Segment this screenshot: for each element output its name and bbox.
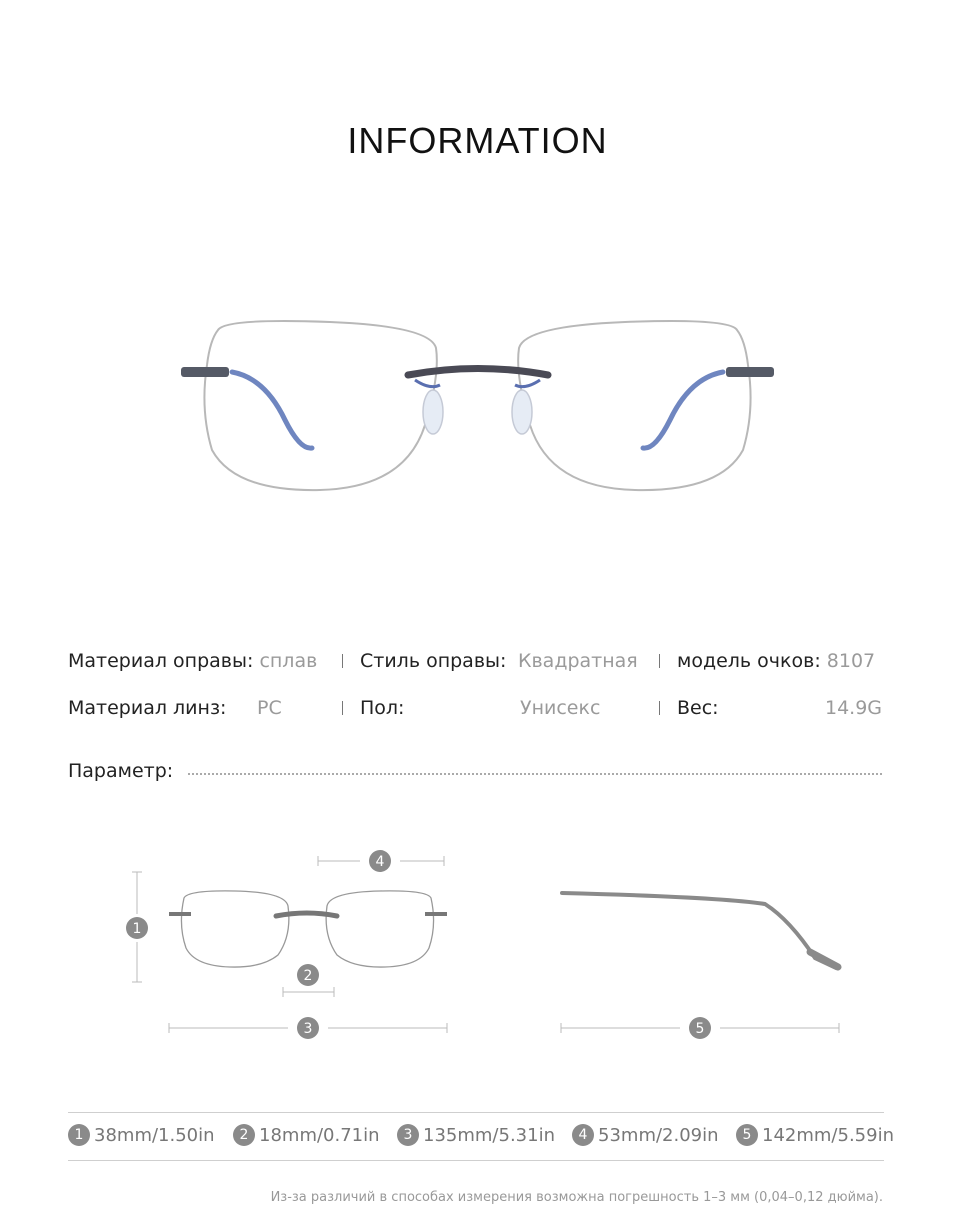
badge-4-text: 4 [375, 854, 385, 870]
spec-value: сплав [259, 650, 318, 672]
parameter-label: Параметр: [68, 760, 174, 782]
spec-model [677, 650, 875, 672]
measurement-2 [233, 1124, 380, 1146]
spec-gender-value: Унисекс [520, 697, 601, 719]
page-title: INFORMATION [347, 120, 608, 161]
badge-2 [297, 964, 319, 986]
spec-gender-label: Пол: [360, 697, 405, 719]
badge-1-text: 1 [132, 921, 142, 937]
divider [659, 654, 660, 668]
measurement-badge: 2 [233, 1124, 255, 1146]
divider [659, 701, 660, 715]
spec-frame-material [68, 650, 317, 672]
measurement-badge: 5 [736, 1124, 758, 1146]
spec-weight-value: 14.9G [825, 697, 883, 719]
badge-2-text: 2 [303, 968, 313, 984]
spec-label: Стиль оправы: [360, 650, 507, 672]
measurement-4 [572, 1124, 719, 1146]
measurement-value: 135mm/5.31in [423, 1124, 555, 1146]
badge-4 [369, 850, 391, 872]
measurement-badge: 3 [397, 1124, 419, 1146]
badge-3 [297, 1017, 319, 1039]
measurement-value: 142mm/5.59in [762, 1124, 894, 1146]
spec-lens-material-value: PC [257, 697, 282, 719]
measurement-value: 38mm/1.50in [94, 1124, 215, 1146]
measurement-1 [68, 1124, 215, 1146]
spec-lens-material-label: Материал линз: [68, 697, 227, 719]
spec-frame-style [360, 650, 506, 672]
divider-top [68, 1112, 884, 1113]
badge-5 [689, 1017, 711, 1039]
dotted-leader [188, 773, 882, 775]
divider-bottom [68, 1160, 884, 1161]
spec-weight-label: Вес: [677, 697, 719, 719]
divider [342, 701, 343, 715]
measurement-3 [397, 1124, 555, 1146]
measurement-value: 53mm/2.09in [598, 1124, 719, 1146]
measurement-badge: 1 [68, 1124, 90, 1146]
measurement-badge: 4 [572, 1124, 594, 1146]
badge-3-text: 3 [303, 1021, 313, 1037]
badge-1 [126, 917, 148, 939]
divider [342, 654, 343, 668]
spec-label: Материал оправы: [68, 650, 254, 672]
measurement-value: 18mm/0.71in [259, 1124, 380, 1146]
disclaimer-note: Из-за различий в способах измерения возможна погрешность 1–3 мм (0,04–0,12 дюйма). [270, 1190, 883, 1205]
spec-frame-style-value: Квадратная [518, 650, 638, 672]
spec-label: модель очков: [677, 650, 821, 672]
spec-value: 8107 [826, 650, 876, 672]
badge-5-text: 5 [695, 1021, 705, 1037]
dimension-diagram [0, 840, 955, 1060]
measurement-5 [736, 1124, 894, 1146]
glasses-front-image [0, 300, 955, 520]
